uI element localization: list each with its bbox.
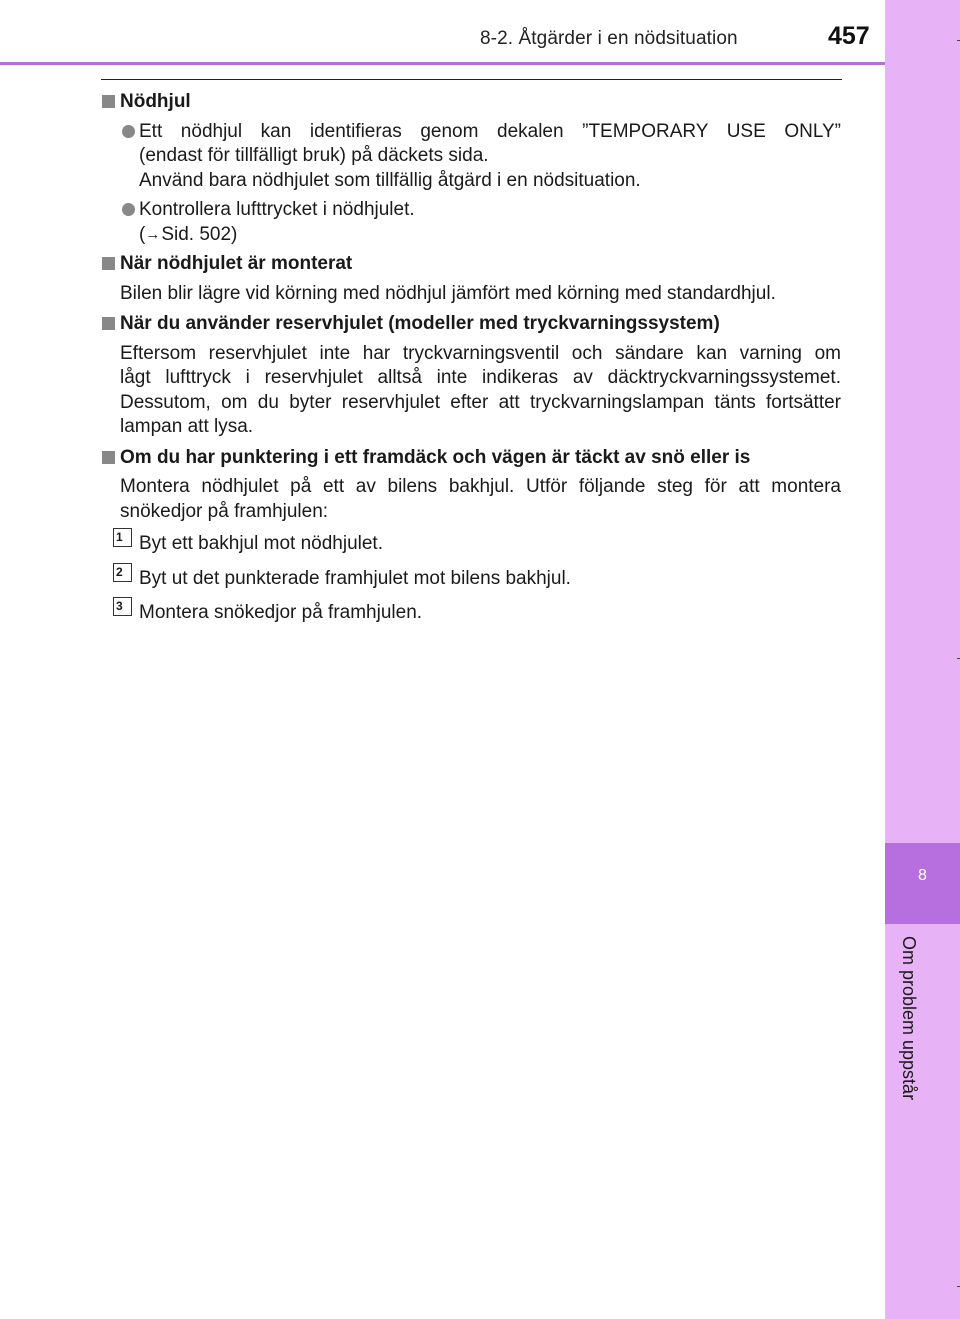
section-title: 8-2. Åtgärder i en nödsituation: [480, 28, 738, 49]
text-line: Ett nödhjul kan identifieras genom dekalen ”TEMPORARY USE ONLY”: [139, 120, 841, 142]
step-number-badge: 2: [113, 563, 132, 582]
paragraph: [101, 282, 841, 307]
square-bullet-icon: [102, 95, 115, 108]
content-top-rule: [101, 79, 842, 80]
chapter-number: 8: [918, 867, 927, 884]
step-item: [101, 601, 841, 626]
circle-bullet-icon: [122, 125, 135, 138]
step-text: Byt ett bakhjul mot nödhjulet.: [139, 533, 383, 554]
square-bullet-icon: [102, 257, 115, 270]
text-line: Kontrollera lufttrycket i nödhjulet.: [139, 199, 415, 220]
text-line: Montera nödhjulet på ett av bilens bakhjul. Utför följande steg för att montera: [120, 476, 841, 497]
header-divider: [0, 62, 885, 65]
heading-text: Om du har punktering i ett framdäck och vägen är täckt av snö eller is: [120, 446, 751, 468]
step-number-badge: 1: [113, 528, 132, 547]
heading-text: Nödhjul: [120, 91, 191, 112]
section-heading-monterat: [101, 252, 841, 277]
page-reference[interactable]: [139, 223, 841, 248]
page-content: [101, 90, 841, 636]
step-item: [101, 532, 841, 557]
text-line: snökedjor på framhjulen:: [120, 500, 329, 522]
step-text: Byt ut det punkterade framhjulet mot bilens bakhjul.: [139, 567, 571, 589]
text-line: Eftersom reservhjulet inte har tryckvarningsventil och sändare kan varning om: [120, 342, 841, 364]
text-line: lampan att lysa.: [120, 416, 254, 437]
section-heading-punktering: [101, 446, 841, 471]
section-heading-reservhjul: [101, 312, 841, 337]
text-line: (endast för tillfälligt bruk) på däckets sida.: [139, 145, 489, 166]
text-line: Dessutom, om du byter reservhjulet efter att tryckvarningslampan tänts fortsätter: [120, 391, 841, 413]
text-line: Använd bara nödhjulet som tillfällig åtgärd i en nödsituation.: [139, 169, 641, 191]
list-item: [101, 198, 841, 247]
paragraph: [101, 475, 841, 524]
square-bullet-icon: [102, 451, 115, 464]
square-bullet-icon: [102, 317, 115, 330]
section-heading-nodhjul: [101, 90, 841, 115]
text-line: lågt lufttryck i reservhjulet alltså inte indikeras av däcktryckvarningssystemet.: [120, 367, 841, 388]
circle-bullet-icon: [122, 203, 135, 216]
text-line: Bilen blir lägre vid körning med nödhjul jämfört med körning med standardhjul.: [120, 282, 776, 304]
step-number-badge: 3: [113, 597, 132, 616]
paren-text: (: [139, 223, 146, 245]
list-item: [101, 120, 841, 194]
paragraph: [101, 342, 841, 440]
step-text: Montera snökedjor på framhjulen.: [139, 602, 423, 623]
reference-text: Sid. 502): [161, 223, 238, 245]
heading-text: När nödhjulet är monterat: [120, 253, 353, 274]
chapter-tab[interactable]: [885, 843, 960, 924]
page-number: 457: [828, 22, 870, 50]
chapter-name: Om problem uppstår: [899, 936, 919, 1101]
step-item: [101, 564, 841, 592]
arrow-right-icon: →: [145, 225, 161, 243]
heading-text: När du använder reservhjulet (modeller med tryckvarningssystem): [120, 313, 720, 334]
